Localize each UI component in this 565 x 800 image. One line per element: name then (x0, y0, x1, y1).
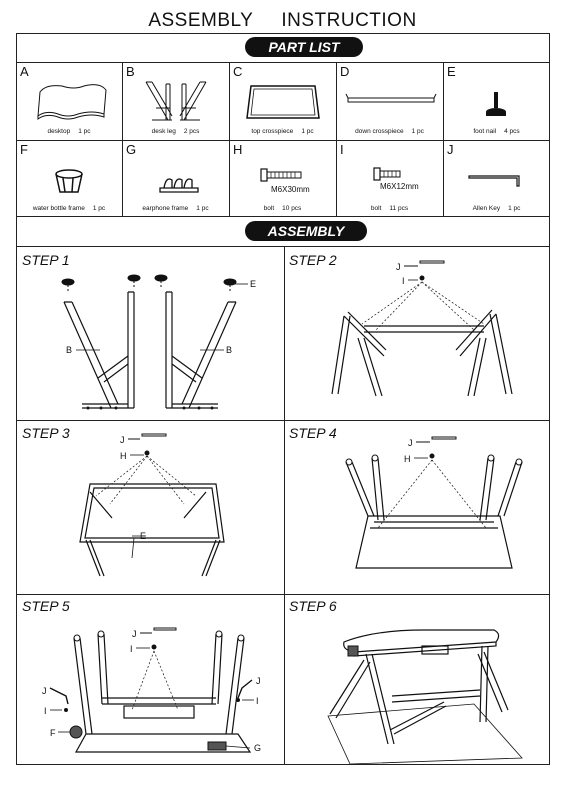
label-e: E (250, 279, 257, 289)
part-list-heading: PART LIST (245, 37, 363, 57)
label-j: J (408, 438, 413, 448)
label-h: H (120, 451, 127, 461)
part-letter: F (20, 142, 28, 157)
part-caption: top crosspiece 1 pc (251, 128, 314, 135)
bolt-spec: M6X30mm (271, 185, 310, 194)
step-5-title: STEP 5 (22, 598, 70, 614)
label-h: H (404, 454, 411, 464)
part-cell-a (16, 62, 122, 140)
label-i: I (402, 276, 405, 286)
step-3-diagram (16, 420, 284, 594)
step-4-diagram (284, 420, 550, 594)
label-j: J (42, 686, 47, 696)
part-cell-h (229, 140, 336, 216)
part-letter: I (340, 142, 344, 157)
part-letter: H (233, 142, 243, 157)
part-letter: D (340, 64, 350, 79)
step-6-title: STEP 6 (289, 598, 337, 614)
part-caption: desk leg 2 pcs (151, 128, 200, 135)
label-j: J (120, 435, 125, 445)
part-letter: J (447, 142, 454, 157)
label-j: J (132, 629, 137, 639)
part-cell-f (16, 140, 122, 216)
part-cell-i (336, 140, 443, 216)
title-instruction: INSTRUCTION (281, 10, 417, 31)
part-cell-c (229, 62, 336, 140)
part-cell-e (443, 62, 550, 140)
step-4-title: STEP 4 (289, 425, 337, 441)
part-cell-j (443, 140, 550, 216)
label-f: F (50, 728, 56, 738)
part-caption: desktop 1 pc (47, 128, 91, 135)
label-i: I (130, 644, 133, 654)
part-caption: down crosspiece 1 pc (355, 128, 424, 135)
assembly-heading: ASSEMBLY (245, 221, 367, 241)
title-assembly: ASSEMBLY (148, 10, 254, 31)
step-1-diagram (16, 246, 284, 420)
part-letter: G (126, 142, 137, 157)
part-letter: A (20, 64, 29, 79)
part-letter: C (233, 64, 243, 79)
step-2-diagram (284, 246, 550, 420)
bolt-spec: M6X12mm (380, 182, 419, 191)
label-i: I (44, 706, 47, 716)
label-b: B (66, 345, 73, 355)
part-letter: B (126, 64, 135, 79)
part-cell-b (122, 62, 229, 140)
part-letter: E (447, 64, 456, 79)
step-6-diagram (284, 594, 550, 765)
part-caption: bolt 10 pcs (263, 205, 302, 212)
label-b: B (226, 345, 233, 355)
grid-line (16, 216, 550, 217)
step-5-diagram (16, 594, 284, 765)
part-caption: water bottle frame 1 pc (32, 205, 106, 212)
label-e: E (140, 531, 147, 541)
label-g: G (254, 743, 262, 753)
step-1-title: STEP 1 (22, 252, 70, 268)
part-caption: Allen Key 1 pc (472, 205, 521, 212)
part-caption: foot nail 4 pcs (473, 128, 520, 135)
label-j: J (396, 262, 401, 272)
part-caption: bolt 11 pcs (370, 205, 409, 212)
part-cell-g (122, 140, 229, 216)
label-i: I (256, 696, 259, 706)
part-caption: earphone frame 1 pc (142, 205, 209, 212)
step-2-title: STEP 2 (289, 252, 337, 268)
step-3-title: STEP 3 (22, 425, 70, 441)
label-j: J (256, 676, 261, 686)
document-title (0, 10, 565, 32)
part-cell-d (336, 62, 443, 140)
